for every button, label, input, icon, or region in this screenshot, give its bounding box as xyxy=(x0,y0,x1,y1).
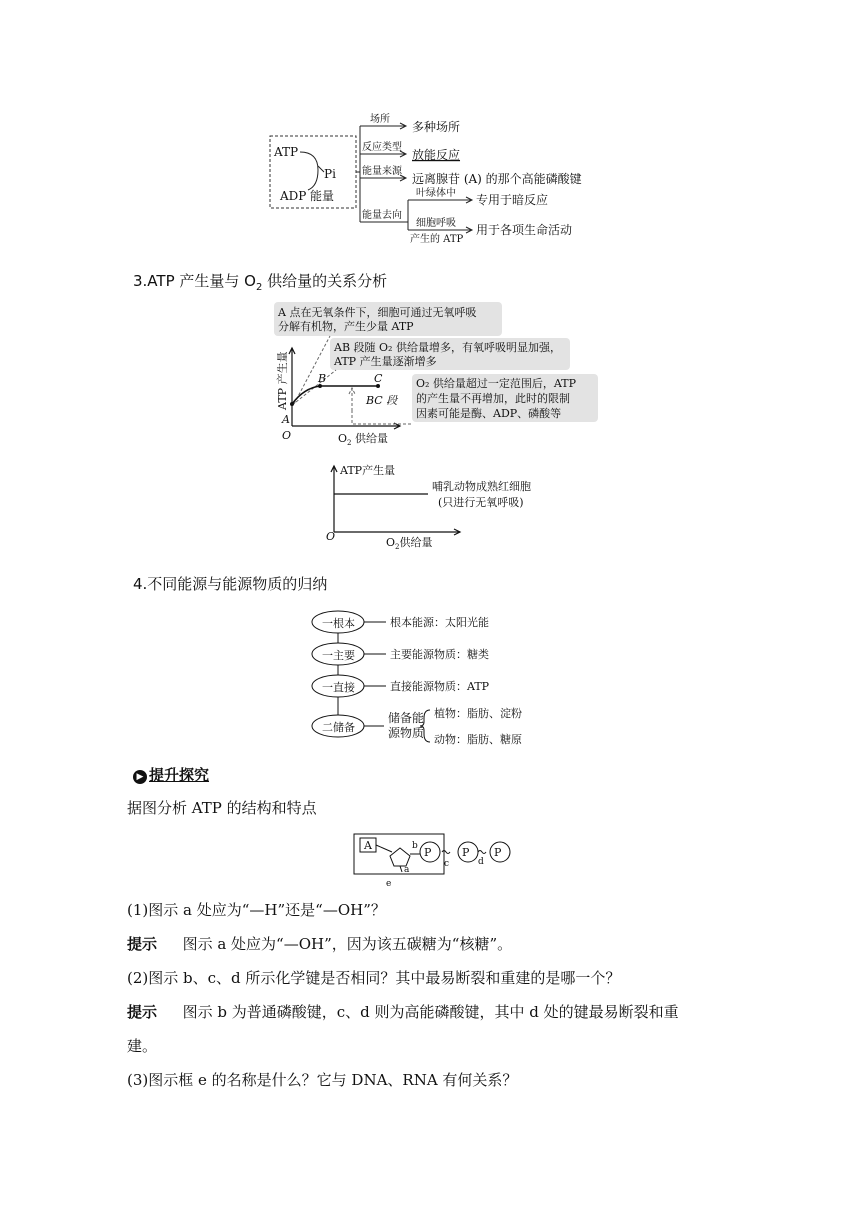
branch-place-label: 场所 xyxy=(370,114,390,125)
label-c: c xyxy=(444,859,450,869)
branch-place-value: 多种场所 xyxy=(412,120,461,134)
question-2: (2)图示 b、c、d 所示化学键是否相同？其中最易断裂和重建的是哪一个？ xyxy=(127,969,621,987)
hint-label: 提示 xyxy=(127,935,158,953)
note-bc-line1: O₂ 供给量超过一定范围后，ATP xyxy=(416,377,577,390)
respiration-label-1: 细胞呼吸 xyxy=(416,218,456,229)
atp-o2-chart xyxy=(270,298,600,450)
oval-root: 一根本 xyxy=(322,617,355,630)
phosphate-3: P xyxy=(494,846,502,859)
point-c-label: C xyxy=(374,372,383,385)
answer-2 xyxy=(127,998,747,1026)
storage-label-1: 储备能 xyxy=(388,711,425,725)
oval-direct: 一直接 xyxy=(322,681,355,694)
branch-source-value: 远离腺苷 (A) 的那个高能磷酸键 xyxy=(412,172,582,186)
main-energy-text: 主要能源物质：糖类 xyxy=(390,648,489,661)
answer-1 xyxy=(127,930,512,958)
label-A: A xyxy=(364,839,372,852)
branch-source-label: 能量来源 xyxy=(362,166,402,177)
chart2-note-line1: 哺乳动物成熟红细胞 xyxy=(432,480,531,493)
point-a-label: A xyxy=(282,413,290,426)
oval-storage: 二储备 xyxy=(322,721,355,734)
branch-type-label: 反应类型 xyxy=(362,142,402,153)
note-bc-line3: 因素可能是酶、ADP、磷酸等 xyxy=(416,407,562,420)
note-ab-line2: ATP 产生量逐渐增多 xyxy=(334,355,437,368)
note-bc-line2: 的产生量不再增加，此时的限制 xyxy=(416,392,570,405)
box-pi-text: Pi xyxy=(324,167,336,181)
reaction-arrow xyxy=(300,152,318,170)
oval-main: 一主要 xyxy=(322,649,355,662)
play-icon: ▶ xyxy=(133,770,147,784)
storage-label-2: 源物质 xyxy=(388,726,425,740)
answer-1-text: 图示 a 处应为“—OH”，因为该五碳糖为“核糖”。 xyxy=(182,935,513,953)
label-e: e xyxy=(386,879,392,889)
answer-2-cont: 建。 xyxy=(127,1037,158,1055)
bc-segment-label: BC 段 xyxy=(366,394,398,407)
note-ab-line1: AB 段随 O₂ 供给量增多，有氧呼吸明显加强， xyxy=(334,341,561,354)
point-b-label: B xyxy=(318,372,327,385)
chloroplast-value: 专用于暗反应 xyxy=(476,193,549,207)
respiration-value: 用于各项生命活动 xyxy=(476,223,573,237)
label-b: b xyxy=(412,841,418,851)
answer-2-text-1: 图示 b 为普通磷酸键，c、d 则为高能磷酸键，其中 d 处的键最易断裂和重 xyxy=(182,1003,679,1021)
root-energy-text: 根本能源：太阳光能 xyxy=(390,616,489,629)
note-a-line1: A 点在无氧条件下，细胞可通过无氧呼吸 xyxy=(278,306,477,319)
animal-storage: 动物：脂肪、糖原 xyxy=(434,733,522,746)
respiration-label-2: 产生的 ATP xyxy=(410,234,464,245)
chloroplast-label: 叶绿体中 xyxy=(416,188,456,199)
note-a-line2: 分解有机物，产生少量 ATP xyxy=(278,320,414,333)
energy-source-diagram xyxy=(308,606,558,748)
direct-energy-text: 直接能源物质：ATP xyxy=(390,680,490,693)
box-atp-text: ATP xyxy=(274,145,299,159)
question-3: (3)图示框 e 的名称是什么？它与 DNA、RNA 有何关系？ xyxy=(127,1071,518,1089)
question-1: (1)图示 a 处应为“—H”还是“—OH”？ xyxy=(127,901,386,919)
box-adp-text: ADP xyxy=(280,189,307,203)
chart1-xlabel: $O_2$ 供给量 xyxy=(338,432,388,447)
chart1-ylabel: ATP 产生量 xyxy=(276,351,289,410)
section4-title: 4.不同能源与能源物质的归纳 xyxy=(133,575,328,593)
section3-title: 3.ATP 产生量与 $O_2$ 供给量的关系分析 xyxy=(133,272,388,293)
phosphate-2: P xyxy=(462,846,470,859)
chart2-origin: O xyxy=(326,530,336,543)
branch-type-value: 放能反应 xyxy=(412,148,461,162)
label-a: a xyxy=(404,865,410,875)
plant-storage: 植物：脂肪、淀粉 xyxy=(434,707,522,720)
point-a-dot xyxy=(290,402,294,406)
rbc-atp-chart xyxy=(320,460,570,552)
hint-label: 提示 xyxy=(127,1003,158,1021)
explore-intro: 据图分析 ATP 的结构和特点 xyxy=(127,799,317,817)
label-d: d xyxy=(478,857,484,867)
explore-section-label: ▶ 提升探究 xyxy=(133,764,209,785)
chart2-xlabel: $O_2$供给量 xyxy=(386,536,433,551)
branch-dest-label: 能量去向 xyxy=(362,210,402,221)
phosphate-1: P xyxy=(424,846,432,859)
atp-hydrolysis-diagram xyxy=(262,108,602,248)
chart2-ylabel: ATP产生量 xyxy=(340,464,396,477)
atp-structure-shapes xyxy=(354,834,510,874)
atp-structure-diagram xyxy=(350,830,520,890)
chart1-origin: O xyxy=(282,429,292,442)
chart2-note-line2: (只进行无氧呼吸) xyxy=(438,496,524,509)
box-energy-text: 能量 xyxy=(310,189,335,203)
